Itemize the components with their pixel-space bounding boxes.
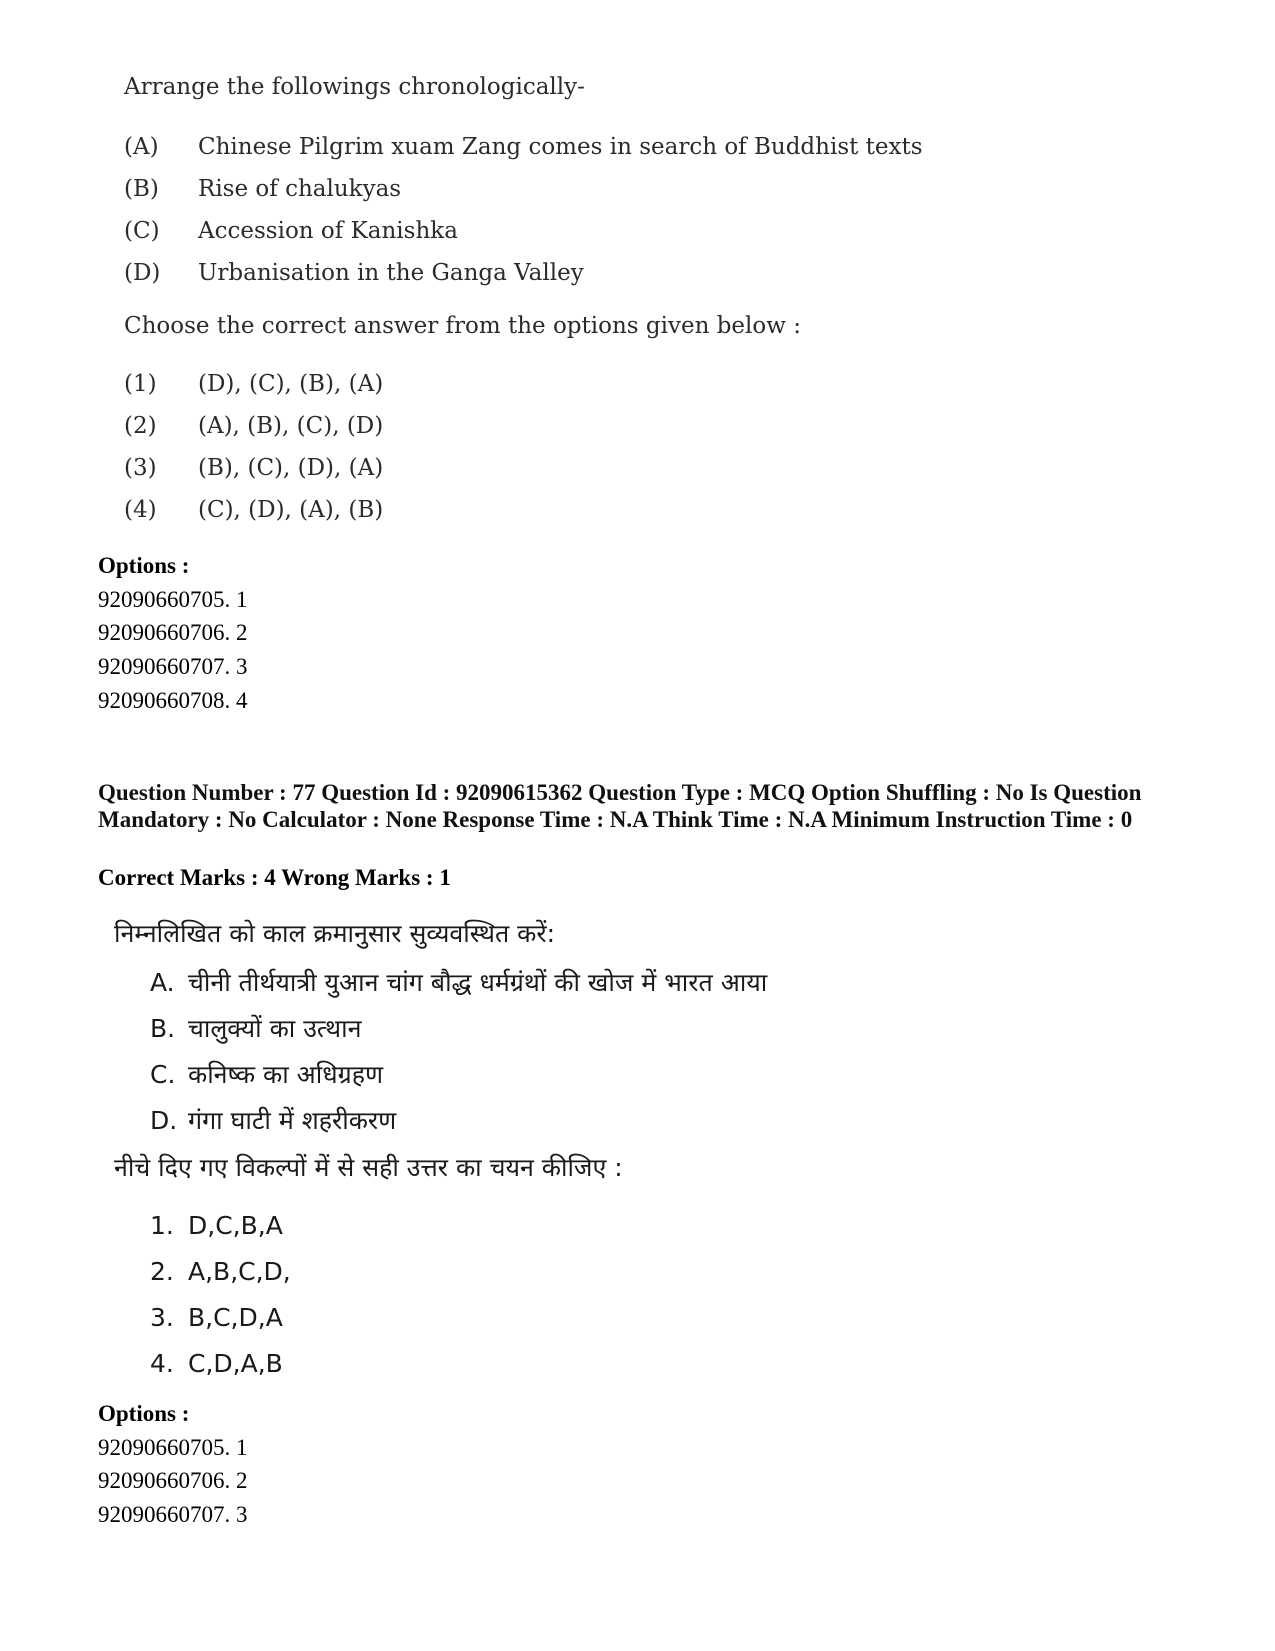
q77-options-label: Options : xyxy=(98,1401,190,1426)
q76-choice: (2) (A), (B), (C), (D) xyxy=(124,413,384,439)
q77-statement-list xyxy=(150,960,767,1144)
q76-choice-list xyxy=(124,363,383,531)
q77-statement: C. कनिष्क का अधिग्रहण xyxy=(150,1060,384,1089)
q77-choice: 1. D,C,B,A xyxy=(150,1211,283,1240)
q77-option-1: 92090660705. 1 xyxy=(98,1435,248,1460)
q77-choice: 3. B,C,D,A xyxy=(150,1303,283,1332)
q77-intro: निम्नलिखित को काल क्रमानुसार सुव्यवस्थित करें: xyxy=(114,919,556,948)
q76-statement: (D) Urbanisation in the Ganga Valley xyxy=(124,260,584,286)
q76-choice: (4) (C), (D), (A), (B) xyxy=(124,497,384,523)
q76-option-3: 92090660707. 3 xyxy=(98,654,248,679)
q77-marks: Correct Marks : 4 Wrong Marks : 1 xyxy=(98,865,451,890)
q76-statement: (C) Accession of Kanishka xyxy=(124,218,458,244)
q76-statement: (A) Chinese Pilgrim xuam Zang comes in search of Buddhist texts xyxy=(124,134,923,160)
q76-option-1: 92090660705. 1 xyxy=(98,587,248,612)
q76-options-label: Options : xyxy=(98,553,190,578)
q77-option-2: 92090660706. 2 xyxy=(98,1468,248,1493)
q77-statement: B. चालुक्यों का उत्थान xyxy=(150,1014,362,1043)
q76-statement: (B) Rise of chalukyas xyxy=(124,176,402,202)
q77-statement: A. चीनी तीर्थयात्री युआन चांग बौद्ध धर्मग्रंथों की खोज में भारत आया xyxy=(150,968,768,997)
q77-choice: 4. C,D,A,B xyxy=(150,1349,283,1378)
q76-option-4: 92090660708. 4 xyxy=(98,688,248,713)
q77-choice-list xyxy=(150,1203,291,1387)
q76-choose-instruction: Choose the correct answer from the options given below : xyxy=(124,313,801,339)
q76-statement-list xyxy=(124,126,923,294)
q77-choose-instruction: नीचे दिए गए विकल्पों में से सही उत्तर का चयन कीजिए : xyxy=(114,1153,623,1182)
q77-choice: 2. A,B,C,D, xyxy=(150,1257,291,1286)
q76-choice: (3) (B), (C), (D), (A) xyxy=(124,455,384,481)
q77-statement: D. गंगा घाटी में शहरीकरण xyxy=(150,1106,397,1135)
q76-choice: (1) (D), (C), (B), (A) xyxy=(124,371,384,397)
q77-option-3: 92090660707. 3 xyxy=(98,1502,248,1527)
q76-intro: Arrange the followings chronologically- xyxy=(124,74,585,100)
q77-info: Question Number : 77 Question Id : 92090615362 Question Type : MCQ Option Shuffling : No Is Question Mandatory : No Calculator : None Response Time : N.A Think Time : N.A Minimum Instruction Time : 0 xyxy=(98,780,1142,832)
q76-option-2: 92090660706. 2 xyxy=(98,620,248,645)
